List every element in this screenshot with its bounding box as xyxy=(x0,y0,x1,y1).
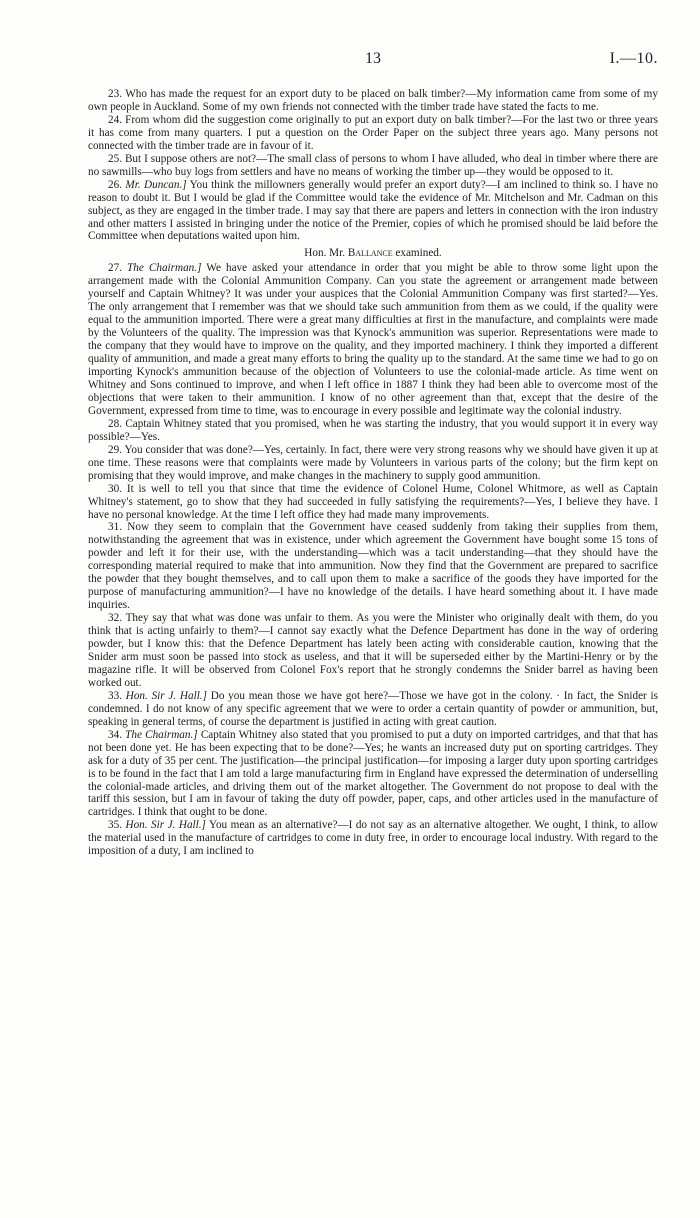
paragraph-number: 26. xyxy=(108,178,122,191)
section-heading xyxy=(88,247,658,260)
paragraph-text: It is well to tell you that since that time the evidence of Colonel Hume, Colonel Whitmore, as well as Captain Whitney's statement, go to show that they had succeeded in fully satisfying the requirements?—Yes, I believe they have. I have no personal knowledge. At the time I left office they had made many improvements. xyxy=(88,482,658,521)
paragraph-number: 30. xyxy=(108,482,122,495)
speaker-label: Mr. Duncan.] xyxy=(125,178,187,191)
page-number: 13 xyxy=(365,50,381,67)
paragraph-text: They say that what was done was unfair to them. As you were the Minister who originally dealt with them, do you think that is acting unfairly to them?—I cannot say exactly what the Defence Department has done in the way of ordering powder, but I know this: that the Defence Department has lately been acting with considerable caution, knowing that the Snider arm must soon be passed into stock as useless, and that it will be superseded either by the Martini-Henry or by the magazine rifle. It will be observed from Colonel Fox's report that he strongly condemns the Snider barrel as having been worked out. xyxy=(88,612,658,689)
heading-prefix: Hon. Mr. xyxy=(304,247,346,260)
paragraph-25 xyxy=(88,153,658,179)
paragraph-text: But I suppose others are not?—The small class of persons to whom I have alluded, who deal in timber where there are no sawmills—who buy logs from settlers and have no means of working the timber up—they would be opposed to it. xyxy=(88,152,659,178)
paragraph-text: From whom did the suggestion come originally to put an export duty on balk timber?—For the last two or three years it has come from many quarters. I put a question on the Order Paper on the subject three years ago. Many persons not connected with the timber trade are in favour of it. xyxy=(88,113,658,152)
paragraph-29 xyxy=(88,444,658,483)
paragraph-number: 33. xyxy=(108,689,122,702)
paragraph-number: 32. xyxy=(108,612,122,625)
paragraph-28 xyxy=(88,418,658,444)
paragraph-24 xyxy=(88,114,658,153)
document-body xyxy=(88,88,658,858)
heading-name: Ballance xyxy=(347,247,393,260)
paragraph-23 xyxy=(88,88,658,114)
paragraph-text: You mean as an alternative?—I do not say as an alternative altogether. We ought, I think, to allow the material used in the manufacture of cartridges to come in duty free, in order to encourage local industry. With regard to the imposition of a duty, I am inclined to xyxy=(88,819,658,858)
paragraph-34 xyxy=(88,729,658,820)
page-header xyxy=(88,50,658,72)
paragraph-number: 35. xyxy=(108,819,122,832)
paragraph-number: 28. xyxy=(108,417,122,430)
paragraph-number: 25. xyxy=(108,152,122,165)
paragraph-number: 27. xyxy=(108,262,122,275)
paragraph-text: Who has made the request for an export duty to be placed on balk timber?—My information came from some of my own people in Auckland. Some of my own friends not connected with the timber trade have stated the facts to me. xyxy=(88,88,658,113)
paragraph-text: We have asked your attendance in order that you might be able to throw some light upon the arrangement made with the Colonial Ammunition Company. Can you state the agreement or arrangement made between yourself and Captain Whitney? It was under your auspices that the Colonial Ammunition Company was first started?—Yes. The only arrangement that I remember was that we should take such ammunition from them as we could, if the quality were equal to the ammunition imported. There were a great many difficulties at first in the manufacture, and complaints were made by the Volunteers of the quality. The impression was that Kynock's ammunition was superior. Representations were made to the company that they would have to improve on the quality, and they imported machinery. I think they imported a different quality of ammunition, and made a great many efforts to bring the quality up to the standard. At the same time we had to go on importing Kynock's ammunition because of the objection of Volunteers to use the colonial-made article. As time went on Whitney and Sons continued to improve, and when I left office in 1887 I think they had been able to overcome most of the objections that were taken to their ammunition. I know of no other agreement than that, except that the desire of the Government, expressed from time to time, was to encourage in every possible and legitimate way the colonial industry. xyxy=(88,262,658,417)
paragraph-number: 29. xyxy=(108,443,122,456)
speaker-label: The Chairman.] xyxy=(127,262,202,275)
heading-suffix: examined. xyxy=(395,247,442,260)
paragraph-27 xyxy=(88,262,658,417)
paragraph-text: You think the millowners generally would prefer an export duty?—I am inclined to think so. I have no reason to doubt it. But I would be glad if the Committee would take the evidence of Mr. Mitchelson and Mr. Cadman on this subject, as they are engaged in the timber trade. I may say that there are papers and letters in connection with the iron industry and other matters I assisted in bringing under the notice of the Premier, copies of which he promised should be laid before the Committee when deputations waited upon him. xyxy=(88,178,658,243)
paragraph-text: You consider that was done?—Yes, certainly. In fact, there were very strong reasons why we should have given it up at one time. These reasons were that complaints were made by Volunteers in various parts of the colony; but the firm kept on promising that they would improve, and make changes in the machinery to supply good ammunition. xyxy=(88,443,658,482)
paragraph-35 xyxy=(88,819,658,858)
speaker-label: The Chairman.] xyxy=(125,728,198,741)
speaker-label: Hon. Sir J. Hall.] xyxy=(125,689,207,702)
paragraph-33 xyxy=(88,690,658,729)
paragraph-32 xyxy=(88,612,658,690)
document-reference: I.—10. xyxy=(609,50,658,67)
paragraph-text: Captain Whitney also stated that you promised to put a duty on imported cartridges, and that that has not been done yet. He has been expecting that to be done?—Yes; he wants an increased duty put on sporting cartridges. They ask for a duty of 35 per cent. The justification—the principal justification—for imposing a larger duty upon sporting cartridges is to be found in the fact that I am told a large manufacturing firm in England have expressed the determination of underselling the colonial-made articles, and driving them out of the market altogether. The Government do not propose to deal with the tariff this session, but I am in favour of taking the duty off powder, paper, caps, and other articles used in the manufacture of cartridges. I think that ought to be done. xyxy=(88,728,659,819)
speaker-label: Hon. Sir J. Hall.] xyxy=(125,819,206,832)
paragraph-number: 23. xyxy=(108,88,122,100)
paragraph-30 xyxy=(88,483,658,522)
paragraph-text: Captain Whitney stated that you promised, when he was starting the industry, that you would support it in every way possible?—Yes. xyxy=(88,417,658,443)
paragraph-31 xyxy=(88,521,658,612)
paragraph-text: Do you mean those we have got here?—Those we have got in the colony. · In fact, the Snider is condemned. I do not know of any specific agreement that we were to order a certain quantity of powder or ammunition, but, speaking in general terms, of course the department is justified in acting with great caution. xyxy=(88,689,659,728)
paragraph-number: 34. xyxy=(108,728,122,741)
paragraph-text: Now they seem to complain that the Government have ceased suddenly from taking their supplies from them, notwithstanding the agreement that was in existence, under which agreement the Government have bought some 15 tons of powder and left it for their use, with the understanding—which was a tacit understanding—that they should have the corresponding material required to make that into ammunition. Now they find that the Government are prepared to sacrifice the powder that they bought themselves, and to call upon them to make a sacrifice of the goods they have imported for the purpose of manufacturing ammunition?—I have no knowledge of the details. I have heard something about it. I have made inquiries. xyxy=(88,521,658,612)
paragraph-26 xyxy=(88,179,658,244)
paragraph-number: 31. xyxy=(108,521,122,534)
paragraph-number: 24. xyxy=(108,113,122,126)
